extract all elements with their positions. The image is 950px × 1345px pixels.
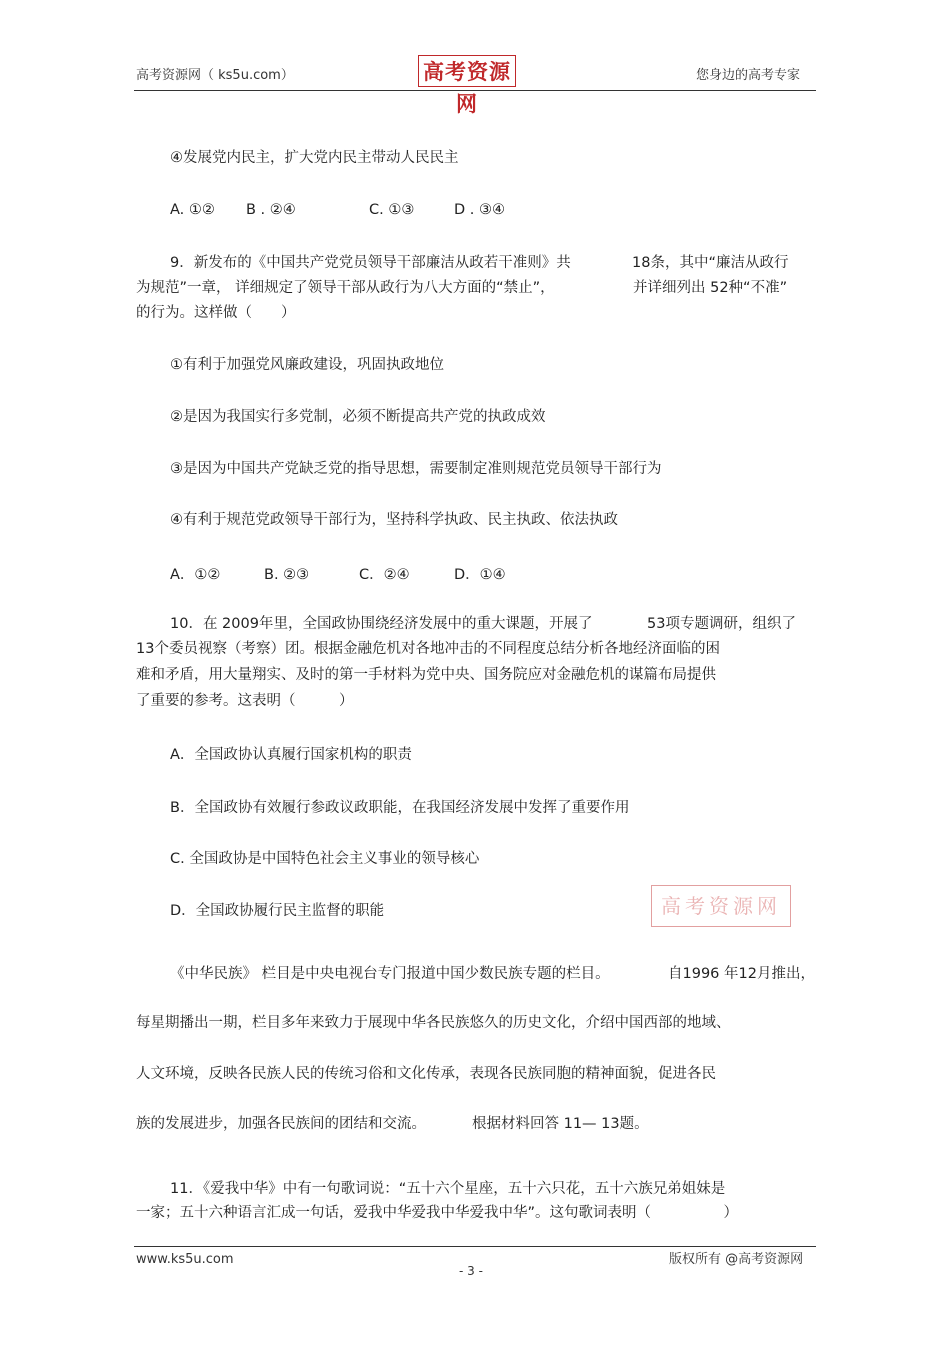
ks5u-logo: 高考资源网 [418,55,516,87]
question-10-stem: 10．在 2009年里，全国政协围绕经济发展中的重大课题，开展了 [170,616,593,632]
question-9-stem: 18条，其中“廉洁从政行 [632,255,789,271]
material-paragraph: 自1996 年12月推出， [668,966,815,982]
material-paragraph: 每星期播出一期，栏目多年来致力于展现中华各民族悠久的历史文化，介绍中国西部的地域、 [136,1015,731,1031]
choice-c: C. 全国政协是中国特色社会主义事业的领导核心 [170,851,480,867]
answer-option-c: C．②④ [359,567,410,583]
question-11-stem: 一家；五十六种语言汇成一句话，爱我中华爱我中华爱我中华”。这句歌词表明（ ） [136,1205,739,1221]
option-line: ④发展党内民主，扩大党内民主带动人民民主 [170,150,459,166]
material-paragraph: 人文环境，反映各民族人民的传统习俗和文化传承，表现各民族同胞的精神面貌，促进各民 [136,1066,716,1082]
answer-option-c: C. ①③ [369,202,415,218]
header-left-text: 高考资源网（ ks5u.com） [136,68,294,83]
material-paragraph: 根据材料回答 11— 13题。 [472,1116,649,1132]
answer-option-b: B. ②③ [264,567,310,583]
answer-option-a: A. ①② [170,202,215,218]
header-divider [134,90,816,91]
question-9-stem: 的行为。这样做（ ） [136,305,296,321]
answer-option-d: D．①④ [454,567,506,583]
statement-2: ②是因为我国实行多党制，必须不断提高共产党的执政成效 [170,409,546,425]
answer-option-a: A．①② [170,567,221,583]
watermark-stamp: 高考资源网 [651,885,791,927]
choice-d: D．全国政协履行民主监督的职能 [170,903,385,919]
material-paragraph: 《中华民族》 栏目是中央电视台专门报道中国少数民族专题的栏目。 [170,966,610,982]
page-number: - 3 - [459,1264,483,1278]
answer-option-b: B . ②④ [246,202,296,218]
question-9-stem: 为规范”一章， 详细规定了领导干部从政行为八大方面的“禁止”， [136,280,555,296]
footer-divider [134,1246,816,1247]
statement-4: ④有利于规范党政领导干部行为，坚持科学执政、民主执政、依法执政 [170,512,618,528]
statement-3: ③是因为中国共产党缺乏党的指导思想，需要制定准则规范党员领导干部行为 [170,461,662,477]
footer-copyright: 版权所有 @高考资源网 [669,1252,804,1267]
choice-b: B．全国政协有效履行参政议政职能，在我国经济发展中发挥了重要作用 [170,800,630,816]
statement-1: ①有利于加强党风廉政建设，巩固执政地位 [170,357,444,373]
question-9-stem: 9．新发布的《中国共产党党员领导干部廉洁从政若干准则》共 [170,255,571,271]
question-10-stem: 了重要的参考。这表明（ ） [136,693,354,709]
footer-website: www.ks5u.com [136,1252,234,1267]
question-11-stem: 11．《爱我中华》中有一句歌词说：“五十六个星座，五十六只花，五十六族兄弟姐妹是 [170,1181,726,1197]
choice-a: A．全国政协认真履行国家机构的职责 [170,747,412,763]
question-9-stem: 并详细列出 52种“不准” [633,280,788,296]
header-right-text: 您身边的高考专家 [696,68,801,83]
answer-option-d: D . ③④ [454,202,505,218]
question-10-stem: 53项专题调研，组织了 [647,616,796,632]
question-10-stem: 难和矛盾，用大量翔实、及时的第一手材料为党中央、国务院应对金融危机的谋篇布局提供 [136,667,716,683]
question-10-stem: 13个委员视察（考察）团。根据金融危机对各地冲击的不同程度总结分析各地经济面临的困 [136,641,720,657]
material-paragraph: 族的发展进步，加强各民族间的团结和交流。 [136,1116,426,1132]
